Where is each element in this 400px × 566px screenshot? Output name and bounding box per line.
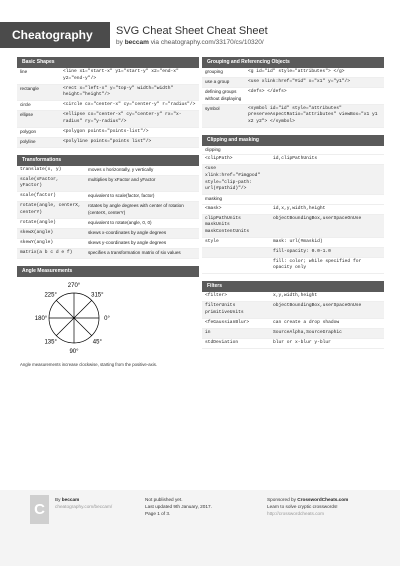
row-key xyxy=(202,258,270,274)
section-title: Clipping and masking xyxy=(202,135,384,146)
row-key: <filter> xyxy=(205,293,228,299)
angle-label: 225° xyxy=(44,292,57,299)
row-key: polygon xyxy=(20,128,37,134)
table-row xyxy=(17,128,199,138)
last-updated: Last updated 9th January, 2017. xyxy=(145,504,212,509)
cheatography-footer-logo[interactable]: C xyxy=(30,495,49,524)
byline xyxy=(116,39,264,46)
row-value: equivalent to rotate(angle, 0, 0) xyxy=(88,219,152,225)
table-row xyxy=(202,329,384,339)
footer-meta xyxy=(145,496,212,517)
row-value: can create a drop shadow xyxy=(273,319,340,325)
angle-spoke xyxy=(56,318,74,336)
by-label: By xyxy=(55,497,61,502)
sponsor-name[interactable]: CrosswordCheats.com xyxy=(297,497,349,502)
table-row xyxy=(17,68,199,85)
row-value: <g id="id" style="attributes"> </g> xyxy=(248,69,345,75)
clipping-table xyxy=(202,155,384,195)
table-row xyxy=(17,192,199,202)
row-value: <line x1="start-x" y1="start-y" x2="end-x" y2="end-y"/> xyxy=(63,69,179,81)
row-value: fill: color; while specified for opacity only xyxy=(273,258,362,271)
table-row xyxy=(202,68,384,78)
row-key: grouping xyxy=(205,69,223,75)
section-title: Grouping and Referencing Objects xyxy=(202,57,384,68)
table-row xyxy=(202,165,384,195)
row-key: <feGaussianBlur> xyxy=(205,319,250,325)
row-key: stdDeviation xyxy=(205,339,239,345)
row-value: multiplies by xFactor and yFactor xyxy=(88,176,156,182)
angle-note: Angle measurements increase clockwise, starting from the positive-axis. xyxy=(20,361,158,367)
sponsor-url[interactable]: http://crosswordcheats.com xyxy=(267,511,325,516)
angle-circle-diagram xyxy=(17,277,199,360)
masking-table xyxy=(202,205,384,275)
grouping-table xyxy=(202,68,384,128)
page-footer xyxy=(0,490,400,566)
angle-spoke xyxy=(56,300,74,318)
row-key xyxy=(202,248,270,257)
row-value: <symbol id="id" style="attributes" preserveAspectRatio="attributes" viewBox="x1 y1 x2 y2"> </symbol> xyxy=(248,105,378,124)
angle-label: 270° xyxy=(67,282,81,289)
table-row xyxy=(202,88,384,105)
row-key: symbol xyxy=(205,105,220,111)
table-row xyxy=(17,239,199,249)
table-row xyxy=(17,229,199,239)
by-prefix: by xyxy=(116,39,123,46)
row-key: matrix(a b c d e f) xyxy=(20,249,73,255)
row-key: <clipPath> xyxy=(205,156,233,162)
angle-diagram xyxy=(17,277,199,360)
left-column xyxy=(17,57,199,376)
row-value: rotates by angle degrees with center of rotation (centerX, centerY) xyxy=(88,203,184,215)
row-key: polyline xyxy=(20,138,36,144)
footer-sponsor xyxy=(267,496,348,517)
table-row xyxy=(202,238,384,248)
sheet-url[interactable]: cheatography.com/33170/cs/10320/ xyxy=(160,39,264,46)
table-row xyxy=(202,319,384,329)
grouping-section xyxy=(202,57,384,128)
table-row xyxy=(202,78,384,88)
row-key: rotate(angle, centerX, centerY) xyxy=(20,203,81,215)
masking-label: masking xyxy=(202,195,384,205)
basic-shapes-section xyxy=(17,57,199,148)
row-key: skewY(angle) xyxy=(20,239,54,245)
table-row xyxy=(17,166,199,176)
right-column xyxy=(202,57,384,356)
row-value: <polygon points="points-list"/> xyxy=(63,128,149,134)
footer-author-name[interactable]: beccam xyxy=(61,497,80,502)
table-row xyxy=(17,111,199,128)
row-value: mask: url(#maskid) xyxy=(273,238,323,244)
row-key: line xyxy=(20,69,28,75)
row-key: translate(x, y) xyxy=(20,166,62,172)
sponsor-tagline: Learn to solve cryptic crosswords! xyxy=(267,504,338,509)
row-value: blur or x-blur y-blur xyxy=(273,339,331,345)
row-key: <use xlink:href="#imgpod" style="clip-path: url(#pathid)"/> xyxy=(205,166,261,192)
row-value: objectBoundingBox,userSpaceOnUse xyxy=(273,303,362,309)
table-row xyxy=(17,176,199,193)
table-row xyxy=(17,138,199,148)
table-row xyxy=(202,248,384,258)
via-text: via xyxy=(150,39,160,46)
table-row xyxy=(17,219,199,229)
angle-label: 0° xyxy=(104,315,110,322)
row-key: use a group xyxy=(205,79,230,85)
angle-label: 90° xyxy=(69,348,79,355)
angle-spoke xyxy=(74,300,92,318)
row-value: moves x horizontally, y vertically xyxy=(88,166,154,172)
clipping-label: clipping xyxy=(202,146,384,156)
cheatography-logo[interactable]: Cheatography xyxy=(0,22,110,48)
author-link[interactable]: beccam xyxy=(124,39,149,46)
angle-spokes xyxy=(49,293,99,343)
transformations-section xyxy=(17,155,199,259)
row-key: skewX(angle) xyxy=(20,229,54,235)
angle-measurements-section xyxy=(17,266,199,369)
row-key: clipPathUnits maskUnits maskContentUnits xyxy=(205,215,250,234)
row-value: <defs> </defs> xyxy=(248,89,287,95)
angle-label: 180° xyxy=(34,315,48,322)
clipping-section xyxy=(202,135,384,275)
published-status: Not published yet. xyxy=(145,497,183,502)
basic-shapes-table xyxy=(17,68,199,148)
row-value: id,x,y,width,height xyxy=(273,205,326,211)
section-title: Filters xyxy=(202,281,384,292)
footer-author-url[interactable]: cheatography.com/beccam/ xyxy=(55,504,113,509)
filters-section xyxy=(202,281,384,348)
row-value: <polyline points="points list"/> xyxy=(63,138,152,144)
section-title: Angle Measurements xyxy=(17,266,199,277)
row-value: <circle cx="center-x" cy="center-y" r="radius"/> xyxy=(63,102,196,108)
table-row xyxy=(202,302,384,319)
section-title: Transformations xyxy=(17,155,199,166)
row-value: <use xlink:href="#id" x="x1" y="y1"/> xyxy=(248,79,350,85)
table-row xyxy=(202,105,384,128)
row-value: skews y-coordinates by angle degrees xyxy=(88,239,167,245)
angle-label: 45° xyxy=(92,338,102,345)
row-value: skews x-coordinates by angle degrees xyxy=(88,229,167,235)
table-row xyxy=(17,202,199,219)
row-key: scale(factor) xyxy=(20,193,56,199)
row-key: ellipse xyxy=(20,112,34,118)
row-key: in xyxy=(205,329,211,335)
table-row xyxy=(17,249,199,259)
transformations-table xyxy=(17,166,199,259)
row-value: <ellipse cx="center-x" cy="center-y" rx="x-radius" ry="y-radius"/> xyxy=(63,112,182,124)
row-key: circle xyxy=(20,102,31,108)
section-title: Basic Shapes xyxy=(17,57,199,68)
row-value: specifies a transformation matrix of six values xyxy=(88,249,181,255)
row-value: id,clipPathUnits xyxy=(273,156,318,162)
row-key: rectangle xyxy=(20,85,39,91)
table-row xyxy=(202,205,384,215)
page-title: SVG Cheat Sheet Cheat Sheet xyxy=(116,25,268,37)
row-value: x,y,width,height xyxy=(273,293,318,299)
angle-label: 135° xyxy=(44,338,57,345)
sponsored-prefix: Sponsored by xyxy=(267,497,296,502)
row-key: filterUnits primitiveUnits xyxy=(205,303,244,315)
table-row xyxy=(17,85,199,102)
table-row xyxy=(202,292,384,302)
row-key: defining groups without displaying xyxy=(205,89,242,101)
table-row xyxy=(202,155,384,165)
footer-author xyxy=(55,496,112,510)
row-value: fill-opacity: 0.0-1.0 xyxy=(273,248,331,254)
row-value: SourceAlpha,SourceGraphic xyxy=(273,329,342,335)
angle-label: 315° xyxy=(91,292,104,299)
table-row xyxy=(202,215,384,238)
table-row xyxy=(202,258,384,275)
page-number: Page 1 of 3. xyxy=(145,511,171,516)
angle-spoke xyxy=(74,318,92,336)
row-key: <mask> xyxy=(205,205,222,211)
row-value xyxy=(270,165,384,194)
row-value: <rect x="left-x" y="top-y" width="width" height="height"/> xyxy=(63,85,174,98)
table-row xyxy=(17,101,199,111)
table-row xyxy=(202,339,384,349)
row-value: objectBoundingBox,userSpaceOnUse xyxy=(273,215,362,221)
row-key: rotate(angle) xyxy=(20,219,56,225)
row-value: equivalent to scale(factor, factor) xyxy=(88,193,155,199)
filters-table xyxy=(202,292,384,348)
row-key: scale(xFactor, yFactor) xyxy=(20,176,59,189)
row-key: style xyxy=(205,238,219,244)
